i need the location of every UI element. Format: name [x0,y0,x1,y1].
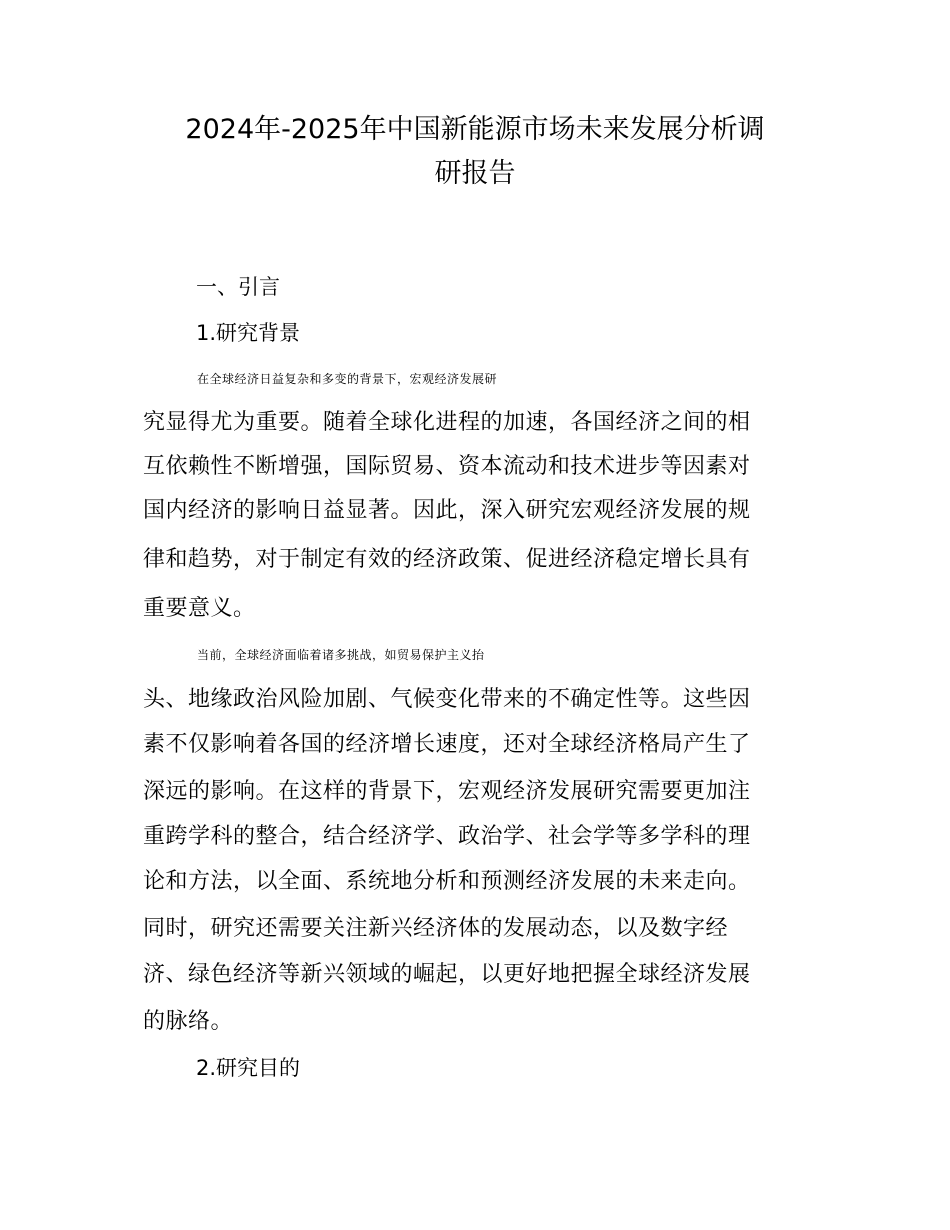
paragraph-line: 当前，全球经济面临着诸多挑战，如贸易保护主义抬 [197,648,485,662]
title-line-1: 2024年-2025年中国新能源市场未来发展分析调 [185,114,765,145]
paragraph-line: 的脉络。 [143,1009,234,1034]
document-title [100,108,850,196]
paragraph-line: 头、地缘政治风险加剧、气候变化带来的不确定性等。这些因 [143,687,751,712]
section-heading-introduction: 一、引言 [196,275,280,299]
paragraph-line: 重要意义。 [143,596,256,621]
subsection-heading-background: 1.研究背景 [196,321,301,345]
subsection-heading-purpose: 2.研究目的 [196,1056,301,1080]
paragraph-line: 律和趋势，对于制定有效的经济政策、促进经济稳定增长具有 [143,547,751,572]
paragraph-line: 深远的影响。在这样的背景下，宏观经济发展研究需要更加注 [143,779,751,804]
paragraph-line: 互依赖性不断增强，国际贸易、资本流动和技术进步等因素对 [143,454,751,479]
paragraph-line: 国内经济的影响日益显著。因此，深入研究宏观经济发展的规 [143,498,751,523]
paragraph-line: 究显得尤为重要。随着全球化进程的加速，各国经济之间的相 [143,410,751,435]
paragraph-line: 济、绿色经济等新兴领域的崛起，以更好地把握全球经济发展 [143,962,751,987]
paragraph-line: 同时，研究还需要关注新兴经济体的发展动态，以及数字经 [143,916,729,941]
title-line-2: 研报告 [434,158,516,189]
paragraph-line: 素不仅影响着各国的经济增长速度，还对全球经济格局产生了 [143,732,751,757]
paragraph-line: 在全球经济日益复杂和多变的背景下，宏观经济发展研 [197,372,498,386]
paragraph-line: 重跨学科的整合，结合经济学、政治学、社会学等多学科的理 [143,824,751,849]
paragraph-line: 论和方法，以全面、系统地分析和预测经济发展的未来走向。 [143,869,751,894]
